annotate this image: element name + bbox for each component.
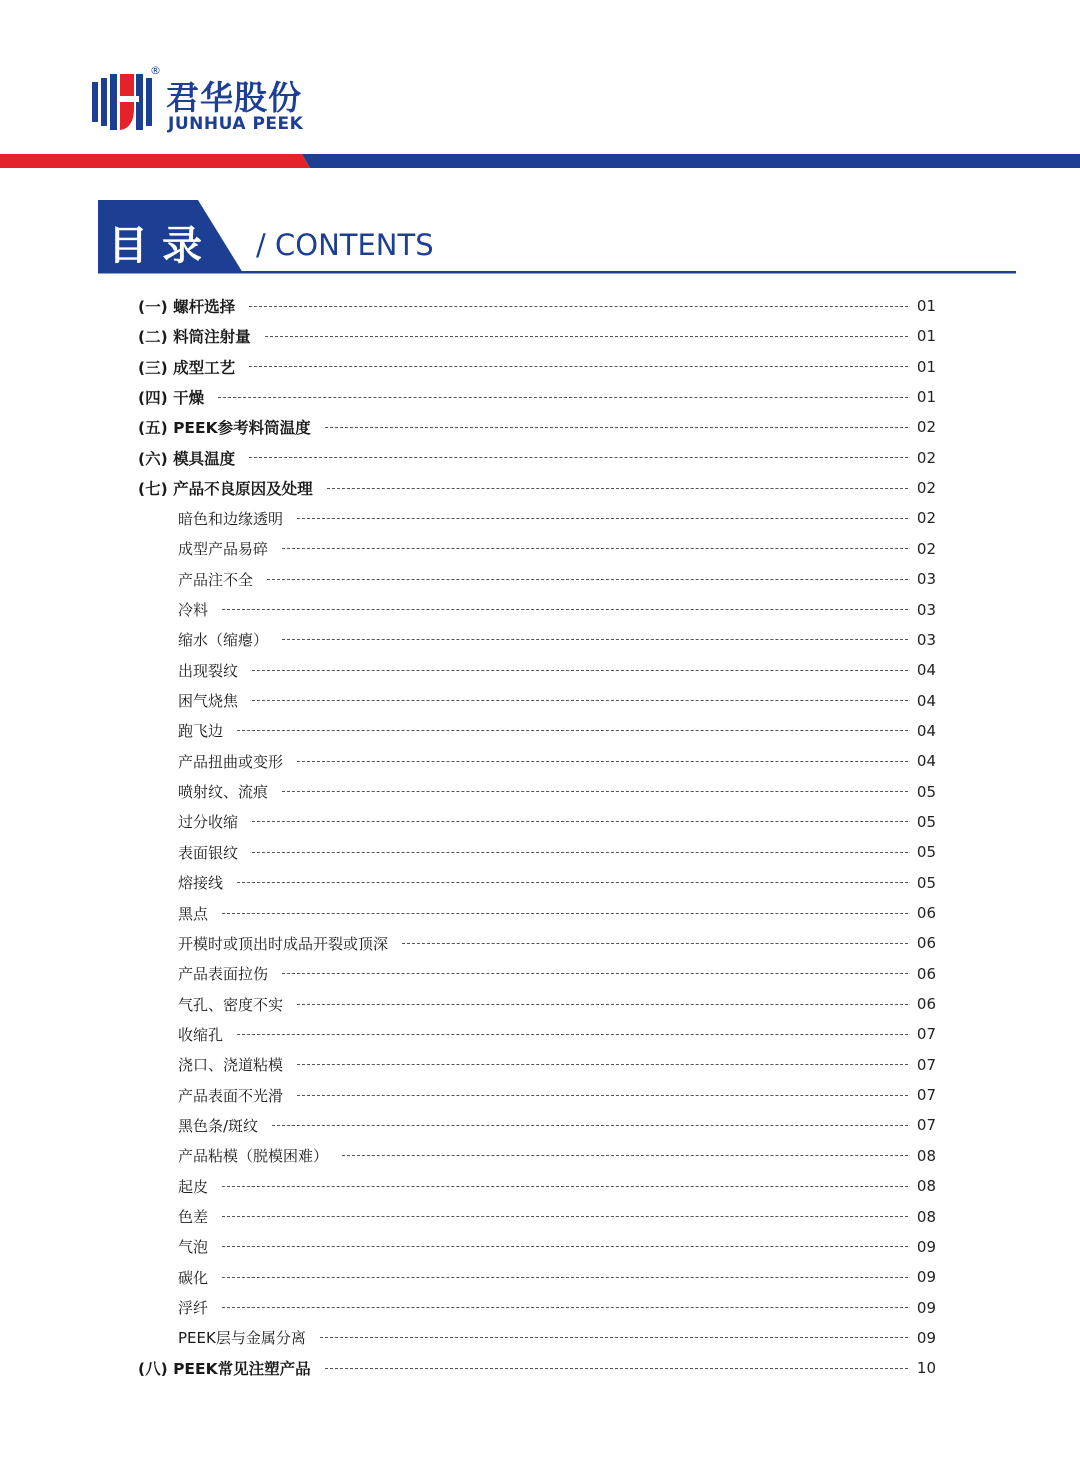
toc-entry-label: 困气烧焦 <box>178 692 239 711</box>
toc-page-number: 01 <box>916 327 936 346</box>
toc-dotted-leader <box>222 1246 908 1247</box>
toc-entry[interactable] <box>178 1171 936 1201</box>
toc-page-number: 03 <box>916 600 936 619</box>
toc-page-number: 09 <box>916 1237 936 1256</box>
toc-page-number: 02 <box>916 479 936 498</box>
toc-entry-label: 开模时或顶出时成品开裂或顶深 <box>178 934 389 953</box>
toc-dotted-leader <box>297 761 908 762</box>
toc-entry[interactable] <box>178 686 936 716</box>
toc-page-number: 01 <box>916 357 936 376</box>
toc-page-number: 04 <box>916 661 936 680</box>
toc-dotted-leader <box>297 1064 908 1065</box>
toc-entry-label: 浮纤 <box>178 1299 209 1318</box>
toc-dotted-leader <box>222 1186 908 1187</box>
toc-page-number: 08 <box>916 1177 936 1196</box>
toc-entry-label: 产品表面不光滑 <box>178 1086 284 1105</box>
toc-dotted-leader <box>252 700 908 701</box>
toc-entry-label: 碳化 <box>178 1268 209 1287</box>
toc-dotted-leader <box>297 1004 908 1005</box>
toc-page-number: 03 <box>916 570 936 589</box>
toc-entry-label: 产品粘模（脱模困难） <box>178 1147 329 1166</box>
toc-page-number: 04 <box>916 721 936 740</box>
registered-mark: ® <box>150 64 161 77</box>
toc-dotted-leader <box>272 1125 908 1126</box>
toc-page-number: 06 <box>916 995 936 1014</box>
toc-entry[interactable] <box>178 746 936 776</box>
toc-entry[interactable] <box>178 807 936 837</box>
toc-page-number: 06 <box>916 934 936 953</box>
toc-dotted-leader <box>237 1034 908 1035</box>
toc-entry[interactable] <box>178 868 936 898</box>
toc-dotted-leader <box>249 457 908 458</box>
toc-entry-label: PEEK层与金属分离 <box>178 1329 306 1348</box>
toc-dotted-leader <box>297 518 908 519</box>
toc-entry[interactable] <box>178 503 936 533</box>
toc-entry[interactable] <box>178 837 936 867</box>
title-banner <box>98 200 1018 275</box>
toc-page-number: 07 <box>916 1055 936 1074</box>
toc-dotted-leader <box>237 730 908 731</box>
toc-entry-label: (四) 干燥 <box>138 389 205 408</box>
toc-entry[interactable] <box>138 412 936 442</box>
toc-page-number: 07 <box>916 1025 936 1044</box>
toc-entry[interactable] <box>178 928 936 958</box>
toc-entry[interactable] <box>178 1202 936 1232</box>
toc-page-number: 02 <box>916 448 936 467</box>
contents-heading <box>98 200 1018 275</box>
toc-entry-label: 收缩孔 <box>178 1025 224 1044</box>
toc-entry-label: 喷射纹、流痕 <box>178 783 269 802</box>
toc-dotted-leader <box>265 336 908 337</box>
toc-entry-label: 缩水（缩瘪） <box>178 631 269 650</box>
toc-dotted-leader <box>282 791 908 792</box>
toc-entry[interactable] <box>178 595 936 625</box>
toc-page-number: 06 <box>916 964 936 983</box>
toc-entry[interactable] <box>178 655 936 685</box>
toc-entry-label: 气孔、密度不实 <box>178 995 284 1014</box>
toc-page-number: 06 <box>916 904 936 922</box>
toc-dotted-leader <box>402 943 908 944</box>
toc-dotted-leader <box>327 488 908 489</box>
toc-entry[interactable] <box>178 898 936 928</box>
toc-page-number: 01 <box>916 388 936 407</box>
toc-entry[interactable] <box>138 1353 936 1383</box>
toc-entry[interactable] <box>178 959 936 989</box>
toc-entry[interactable] <box>138 382 936 412</box>
toc-dotted-leader <box>249 306 908 307</box>
toc-entry-label: 产品注不全 <box>178 570 254 589</box>
header-stripe <box>0 154 1080 168</box>
toc-dotted-leader <box>267 579 908 580</box>
toc-page-number: 04 <box>916 691 936 710</box>
toc-entry[interactable] <box>138 291 936 321</box>
toc-entry-label: 浇口、浇道粘模 <box>178 1056 284 1075</box>
toc-entry[interactable] <box>178 1019 936 1049</box>
brand-logo <box>90 62 330 142</box>
toc-entry-label: 黑点 <box>178 904 209 923</box>
toc-entry[interactable] <box>138 321 936 351</box>
brand-name-cn: 君华股份 <box>166 78 302 117</box>
toc-entry-label: (八) PEEK常见注塑产品 <box>138 1360 311 1379</box>
toc-dotted-leader <box>222 1277 908 1278</box>
toc-page-number: 10 <box>916 1359 936 1378</box>
toc-entry-label: 过分收缩 <box>178 813 239 832</box>
toc-dotted-leader <box>297 1095 908 1096</box>
toc-page-number: 08 <box>916 1207 936 1226</box>
toc-entry-label: 出现裂纹 <box>178 661 239 680</box>
toc-entry-label: 产品扭曲或变形 <box>178 752 284 771</box>
toc-entry[interactable] <box>178 1110 936 1140</box>
toc-entry[interactable] <box>178 777 936 807</box>
toc-dotted-leader <box>218 397 908 398</box>
toc-page-number: 05 <box>916 873 936 892</box>
toc-dotted-leader <box>237 882 908 883</box>
toc-dotted-leader <box>252 821 908 822</box>
toc-entry-label: 跑飞边 <box>178 722 224 741</box>
toc-entry[interactable] <box>178 1262 936 1292</box>
toc-page-number: 09 <box>916 1268 936 1287</box>
toc-dotted-leader <box>282 548 908 549</box>
toc-dotted-leader <box>252 670 908 671</box>
toc-entry[interactable] <box>138 443 936 473</box>
toc-dotted-leader <box>222 1307 908 1308</box>
toc-entry-label: (三) 成型工艺 <box>138 358 236 377</box>
toc-entry[interactable] <box>178 1050 936 1080</box>
toc-entry-label: 熔接线 <box>178 874 224 893</box>
toc-entry[interactable] <box>178 625 936 655</box>
toc-page-number: 08 <box>916 1146 936 1165</box>
toc-entry[interactable] <box>178 564 936 594</box>
toc-entry-label: 表面银纹 <box>178 843 239 862</box>
toc-dotted-leader <box>249 366 908 367</box>
toc-page-number: 04 <box>916 752 936 771</box>
toc-page-number: 02 <box>916 539 936 558</box>
toc-page-number: 09 <box>916 1298 936 1317</box>
page-title-cn: 目录 <box>108 223 216 269</box>
toc-page-number: 01 <box>916 297 936 315</box>
toc-entry-label: (二) 料筒注射量 <box>138 328 251 347</box>
page-title-en: / CONTENTS <box>256 228 434 262</box>
toc-page-number: 03 <box>916 630 936 649</box>
toc-page-number: 05 <box>916 812 936 831</box>
toc-dotted-leader <box>282 639 908 640</box>
toc-page-number: 02 <box>916 509 936 528</box>
toc-entry-label: (七) 产品不良原因及处理 <box>138 480 313 499</box>
brand-name-en: JUNHUA PEEK <box>168 114 304 134</box>
toc-entry[interactable] <box>178 1293 936 1323</box>
toc-entry-label: (五) PEEK参考料筒温度 <box>138 419 311 438</box>
toc-entry[interactable] <box>178 1323 936 1353</box>
toc-dotted-leader <box>320 1337 908 1338</box>
toc-dotted-leader <box>325 1368 908 1369</box>
toc-page-number: 07 <box>916 1086 936 1105</box>
toc-entry[interactable] <box>178 1080 936 1110</box>
toc-entry-label: 气泡 <box>178 1238 209 1257</box>
toc-entry[interactable] <box>178 989 936 1019</box>
toc-entry-label: (一) 螺杆选择 <box>138 298 236 316</box>
toc-page-number: 07 <box>916 1116 936 1135</box>
toc-entry-label: 冷料 <box>178 601 209 619</box>
toc-dotted-leader <box>222 913 908 914</box>
toc-entry-label: 产品表面拉伤 <box>178 965 269 984</box>
junhua-logo-icon <box>90 68 156 136</box>
toc-entry[interactable] <box>178 1141 936 1171</box>
toc-page-number: 09 <box>916 1328 936 1347</box>
toc-entry[interactable] <box>138 352 936 382</box>
toc-dotted-leader <box>325 427 908 428</box>
toc-dotted-leader <box>282 973 908 974</box>
toc-dotted-leader <box>222 609 908 610</box>
toc-entry-label: 暗色和边缘透明 <box>178 509 284 528</box>
toc-page-number: 02 <box>916 418 936 437</box>
toc-dotted-leader <box>252 852 908 853</box>
toc-entry-label: (六) 模具温度 <box>138 449 236 468</box>
toc-page-number: 05 <box>916 843 936 862</box>
toc-entry-label: 成型产品易碎 <box>178 540 269 559</box>
toc-entry-label: 色差 <box>178 1208 209 1226</box>
toc-dotted-leader <box>342 1155 908 1156</box>
toc-entry[interactable] <box>178 534 936 564</box>
toc-entry[interactable] <box>178 1232 936 1262</box>
toc-entry[interactable] <box>138 473 936 503</box>
toc-entry-label: 黑色条/斑纹 <box>178 1116 259 1135</box>
toc-entry-label: 起皮 <box>178 1177 209 1196</box>
toc-dotted-leader <box>222 1216 908 1217</box>
toc-entry[interactable] <box>178 716 936 746</box>
toc-page-number: 05 <box>916 782 936 801</box>
